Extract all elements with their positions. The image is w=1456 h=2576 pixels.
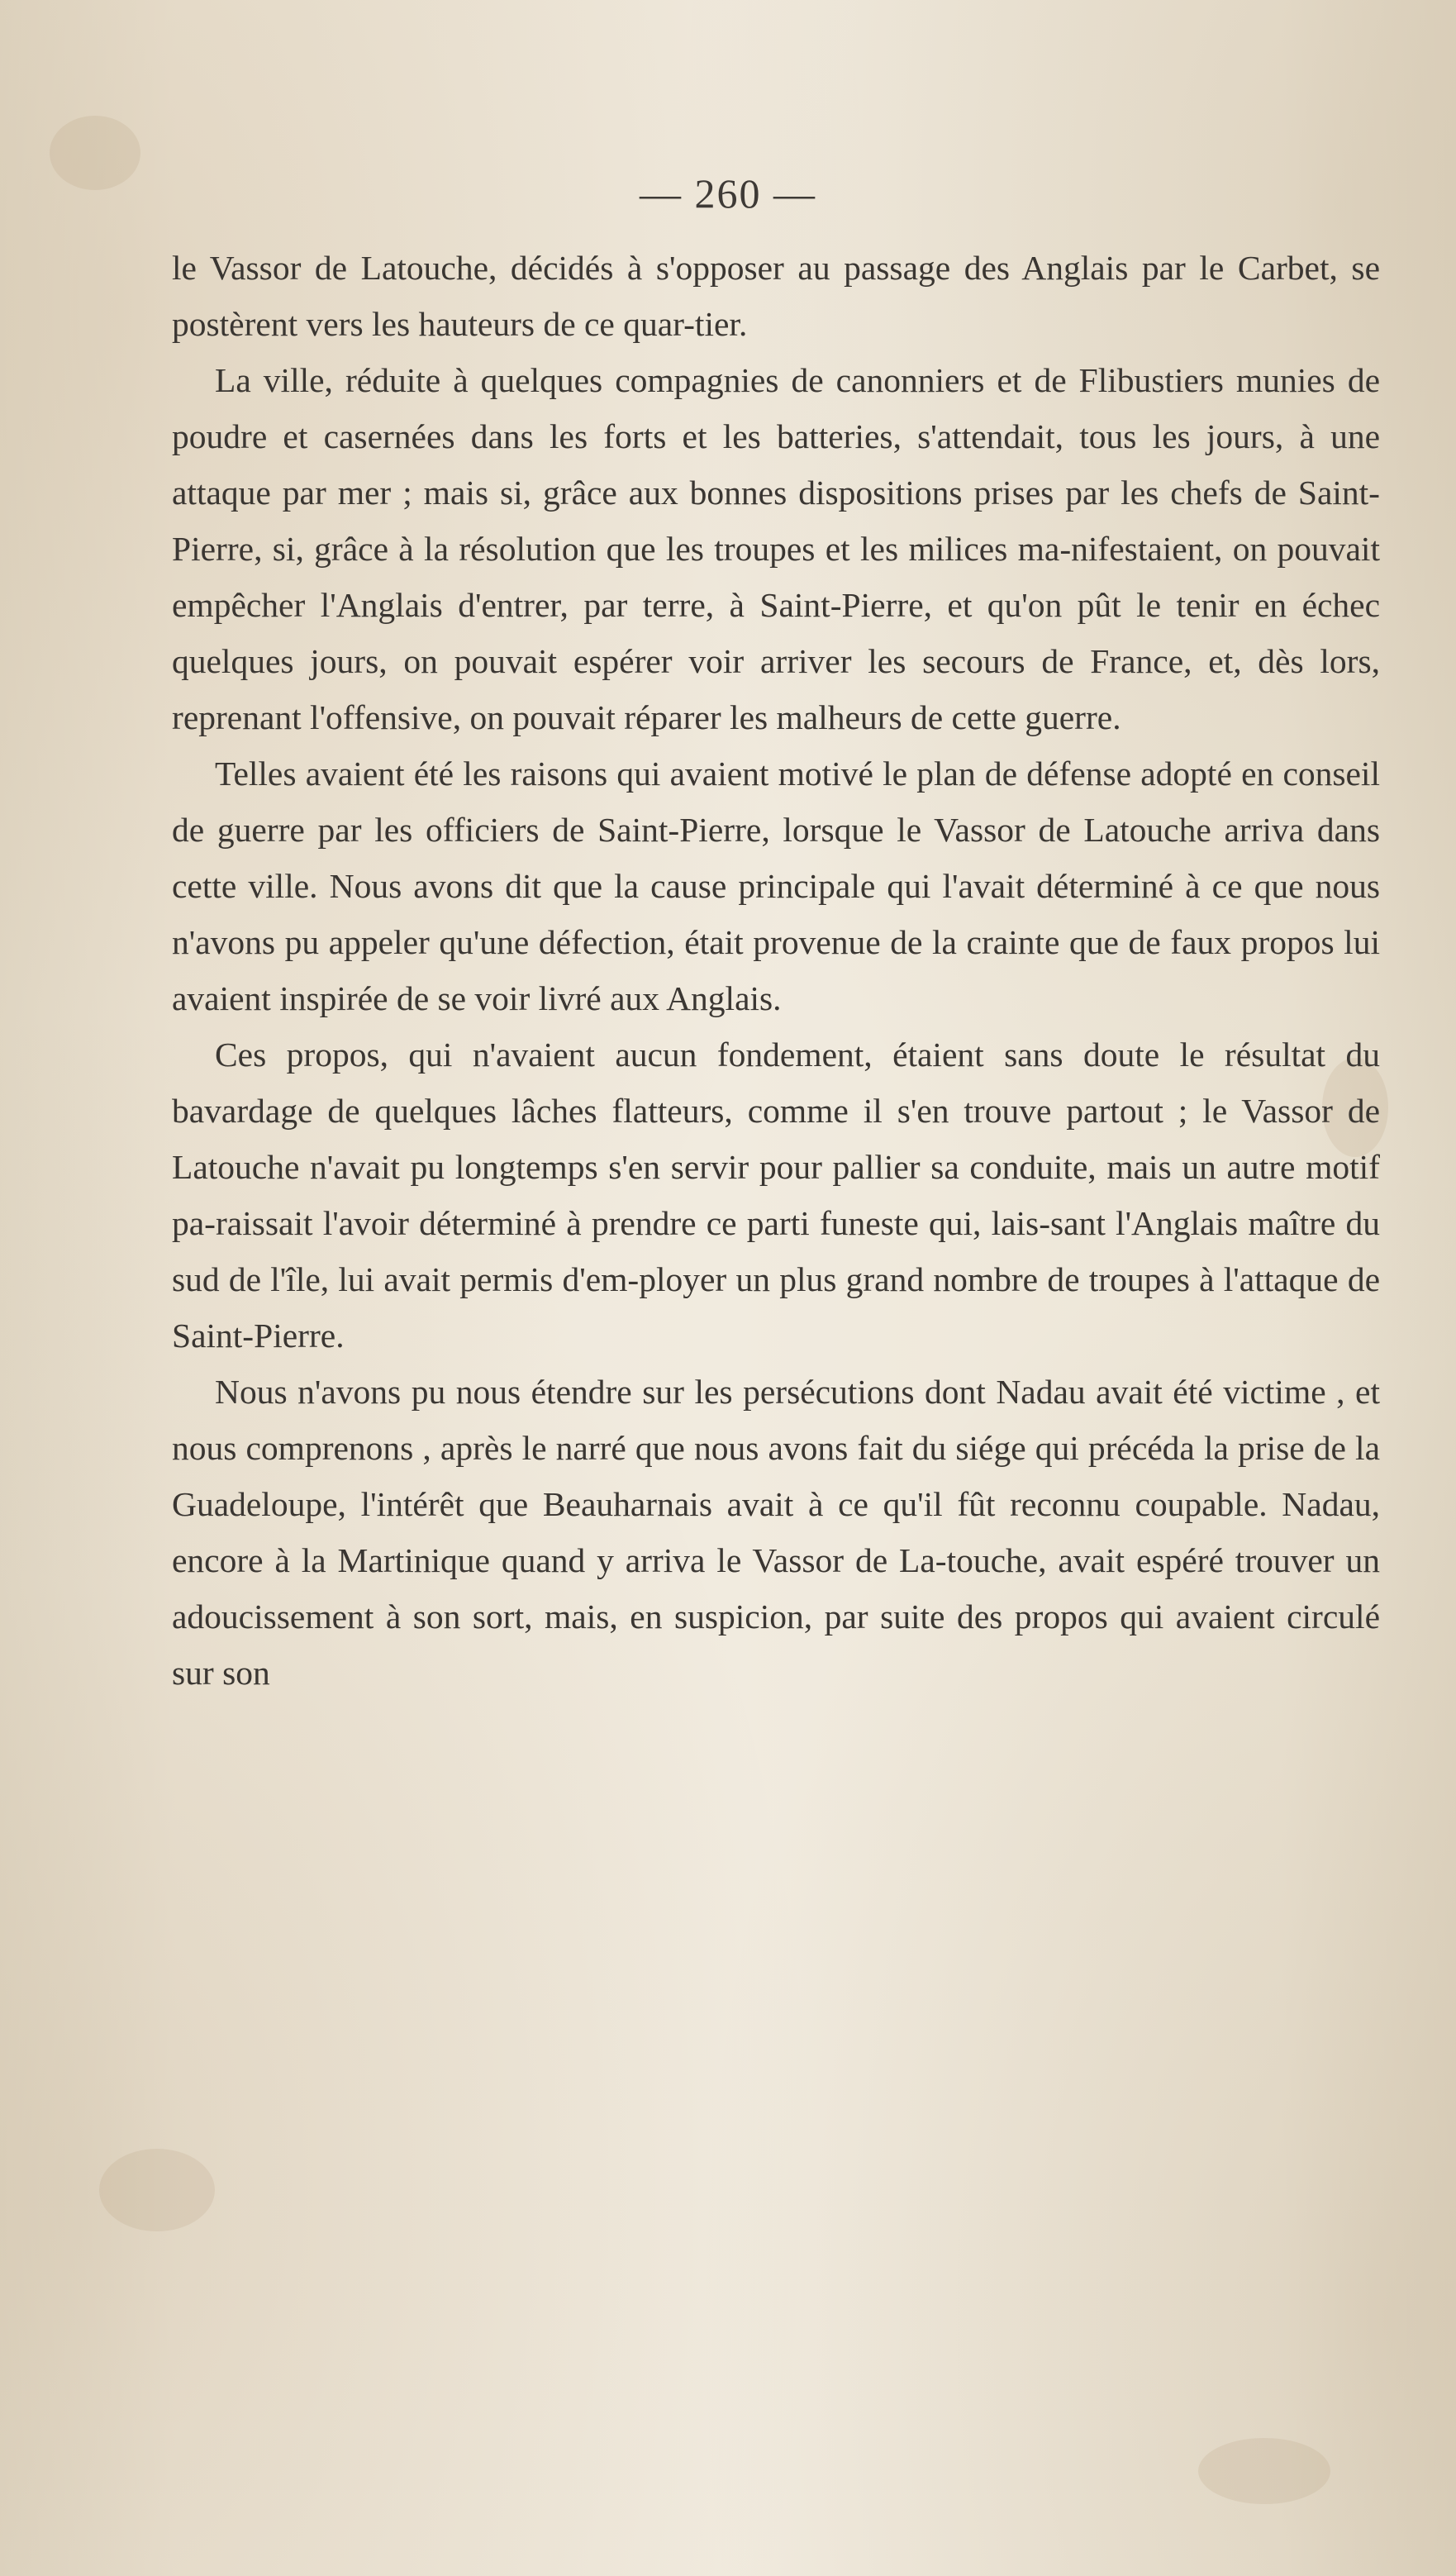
paragraph-3: Telles avaient été les raisons qui avaient motivé le plan de défense adopté en conseil de guerre par les officiers de Saint-Pierre, lorsque le Vassor de Latouche arriva dans cette ville. Nous avons dit que la cause principale qui l'avait déterminé à ce que nous n'avons pu appeler qu'une défection, était provenue de la crainte que de faux propos lui avaient inspirée de se voir livré aux Anglais. [172, 755, 1380, 1017]
paragraph-5: Nous n'avons pu nous étendre sur les persécutions dont Nadau avait été victime , et nous comprenons , après le narré que nous avons fait du siége qui précéda la prise de la Guadeloupe, l'intérêt que Beauharnais avait à ce qu'il fût reconnu coupable. Nadau, encore à la Martinique quand y arriva le Vassor de La-touche, avait espéré trouver un adoucissement à son sort, mais, en suspicion, par suite des propos qui avaient circulé sur son [172, 1373, 1380, 1692]
paragraph-4: Ces propos, qui n'avaient aucun fondement, étaient sans doute le résultat du bavardage de quelques lâches flatteurs, comme il s'en trouve partout ; le Vassor de Latouche n'avait pu longtemps s'en servir pour pallier sa conduite, mais un autre motif pa-raissait l'avoir déterminé à prendre ce parti funeste qui, lais-sant l'Anglais maître du sud de l'île, lui avait permis d'em-ployer un plus grand nombre de troupes à l'attaque de Saint-Pierre. [172, 1036, 1380, 1355]
paragraph-2: La ville, réduite à quelques compagnies de canonniers et de Flibustiers munies de poudre et casernées dans les forts et les batteries, s'attendait, tous les jours, à une attaque par mer ; mais si, grâce aux bonnes dispositions prises par les chefs de Saint-Pierre, si, grâce à la résolution que les troupes et les milices ma-nifestaient, on pouvait empêcher l'Anglais d'entrer, par terre, à Saint-Pierre, et qu'on pût le tenir en échec quelques jours, on pouvait espérer voir arriver les secours de France, et, dès lors, reprenant l'offensive, on pouvait réparer les malheurs de cette guerre. [172, 361, 1380, 736]
paper-stain [99, 2149, 215, 2231]
paragraph-1: le Vassor de Latouche, décidés à s'opposer au passage des Anglais par le Carbet, se postèrent vers les hauteurs de ce quar-tier. [172, 249, 1380, 343]
paper-stain [1198, 2438, 1330, 2504]
page-number: — 260 — [640, 170, 816, 217]
body-text [172, 240, 1380, 1701]
